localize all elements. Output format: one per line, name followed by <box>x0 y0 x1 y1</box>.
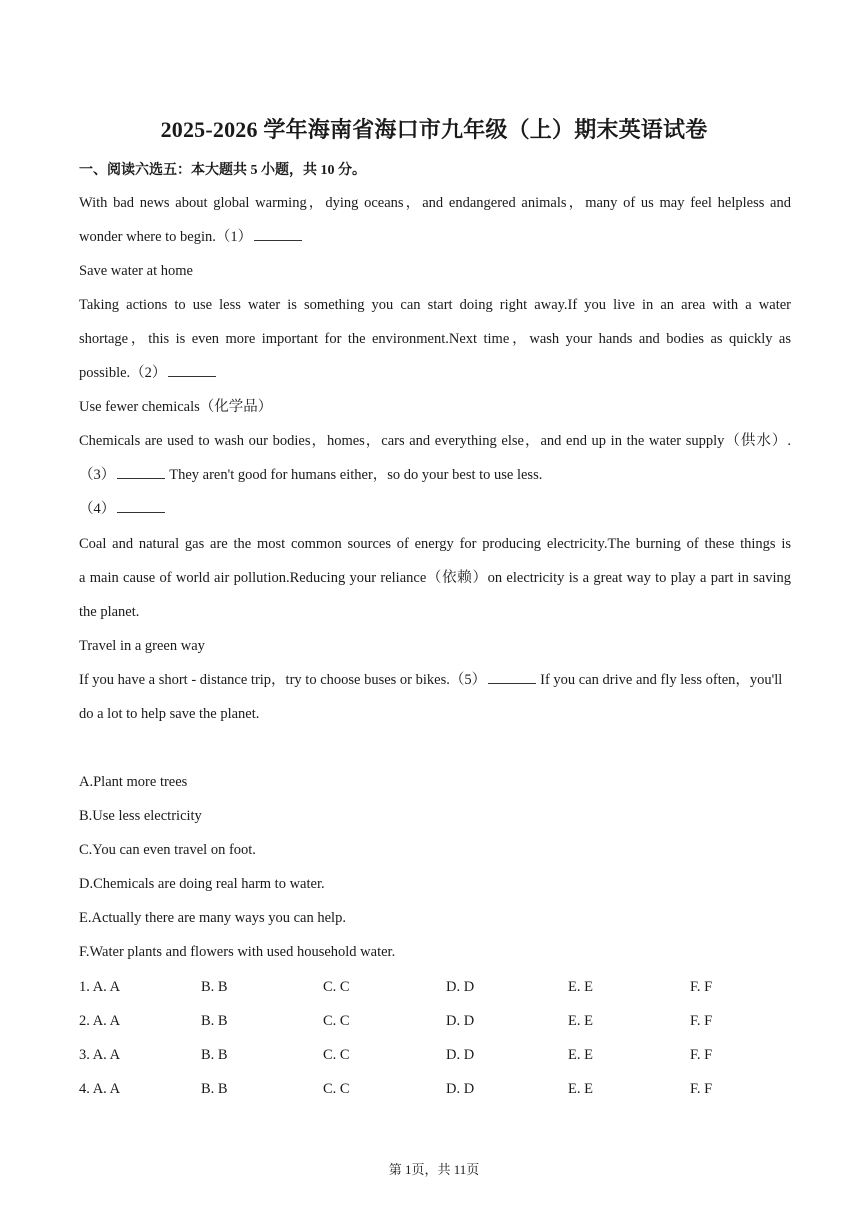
option-item: B.Use less electricity <box>79 808 202 824</box>
answer-row <box>79 1045 791 1065</box>
passage-line: shortage，this is even more important for the environment.Next time，wash your hands and bodies as quickly as <box>79 331 791 347</box>
passage-line: With bad news about global warming，dying oceans，and endangered animals，many of us may feel helpless and <box>79 195 791 211</box>
answer-choice[interactable]: D. D <box>446 979 475 995</box>
answer-choice[interactable]: F. F <box>690 1013 713 1029</box>
option-item: C.You can even travel on foot. <box>79 842 256 858</box>
section-heading: 一、阅读六选五：本大题共 5 小题，共 10 分。 <box>79 163 366 178</box>
paragraph-heading: Save water at home <box>79 263 193 279</box>
passage-line <box>79 670 791 690</box>
answer-choice[interactable]: C. C <box>323 1081 350 1097</box>
passage-text: possible.（2） <box>79 365 167 381</box>
answer-blank-3 <box>117 466 165 479</box>
answer-choice[interactable]: B. B <box>201 1047 228 1063</box>
passage-line <box>79 465 791 485</box>
answer-choice[interactable]: 1. A. A <box>79 979 121 995</box>
passage-text: They aren't good for humans either，so do your best to use less. <box>169 467 543 483</box>
passage-text: If you have a short - distance trip，try to choose buses or bikes.（5） <box>79 672 487 688</box>
page-footer: 第 1页，共 11页 <box>388 1162 480 1177</box>
option-item: E.Actually there are many ways you can help. <box>79 910 346 926</box>
passage-text: If you can drive and fly less often，you'll <box>540 672 783 688</box>
answer-choice[interactable]: E. E <box>568 979 593 995</box>
answer-choice[interactable]: 2. A. A <box>79 1013 121 1029</box>
answer-choice[interactable]: E. E <box>568 1047 593 1063</box>
answer-choice[interactable]: 3. A. A <box>79 1047 121 1063</box>
passage-text: wonder where to begin.（1） <box>79 229 253 245</box>
paragraph-heading <box>79 499 791 519</box>
answer-choice[interactable]: B. B <box>201 1013 228 1029</box>
answer-choice[interactable]: B. B <box>201 1081 228 1097</box>
answer-blank-1 <box>254 228 302 241</box>
exam-title: 2025-2026 学年海南省海口市九年级（上）期末英语试卷 <box>160 117 708 142</box>
option-item: A.Plant more trees <box>79 774 188 790</box>
answer-row <box>79 977 791 997</box>
answer-choice[interactable]: C. C <box>323 1013 350 1029</box>
answer-row <box>79 1011 791 1031</box>
answer-choice[interactable]: 4. A. A <box>79 1081 121 1097</box>
answer-choice[interactable]: D. D <box>446 1013 475 1029</box>
option-item: F.Water plants and flowers with used household water. <box>79 944 396 960</box>
passage-line: Taking actions to use less water is something you can start doing right away.If you live in an area with a water <box>79 297 791 313</box>
passage-line: do a lot to help save the planet. <box>79 706 260 722</box>
passage-text: （3） <box>79 467 116 483</box>
answer-row <box>79 1079 791 1099</box>
passage-line: Chemicals are used to wash our bodies，homes，cars and everything else，and end up in the water supply（供水）. <box>79 433 791 449</box>
passage-line <box>79 363 791 383</box>
answer-blank-4 <box>117 500 165 513</box>
answer-blank-5 <box>488 671 536 684</box>
passage-line <box>79 227 791 247</box>
answer-choice[interactable]: B. B <box>201 979 228 995</box>
answer-choice[interactable]: C. C <box>323 979 350 995</box>
option-item: D.Chemicals are doing real harm to water. <box>79 876 325 892</box>
answer-choice[interactable]: D. D <box>446 1047 475 1063</box>
passage-line: the planet. <box>79 604 140 620</box>
answer-choice[interactable]: F. F <box>690 1047 713 1063</box>
paragraph-heading: Travel in a green way <box>79 638 205 654</box>
passage-text: （4） <box>79 501 116 517</box>
answer-choice[interactable]: E. E <box>568 1081 593 1097</box>
passage-line: a main cause of world air pollution.Reducing your reliance（依赖）on electricity is a great way to play a part in saving <box>79 570 791 586</box>
passage-line: Coal and natural gas are the most common sources of energy for producing electricity.The burning of these things is <box>79 536 791 552</box>
paragraph-heading: Use fewer chemicals（化学品） <box>79 399 273 415</box>
answer-choice[interactable]: C. C <box>323 1047 350 1063</box>
answer-choice[interactable]: D. D <box>446 1081 475 1097</box>
answer-choice[interactable]: F. F <box>690 1081 713 1097</box>
answer-choice[interactable]: E. E <box>568 1013 593 1029</box>
answer-choice[interactable]: F. F <box>690 979 713 995</box>
answer-blank-2 <box>168 364 216 377</box>
